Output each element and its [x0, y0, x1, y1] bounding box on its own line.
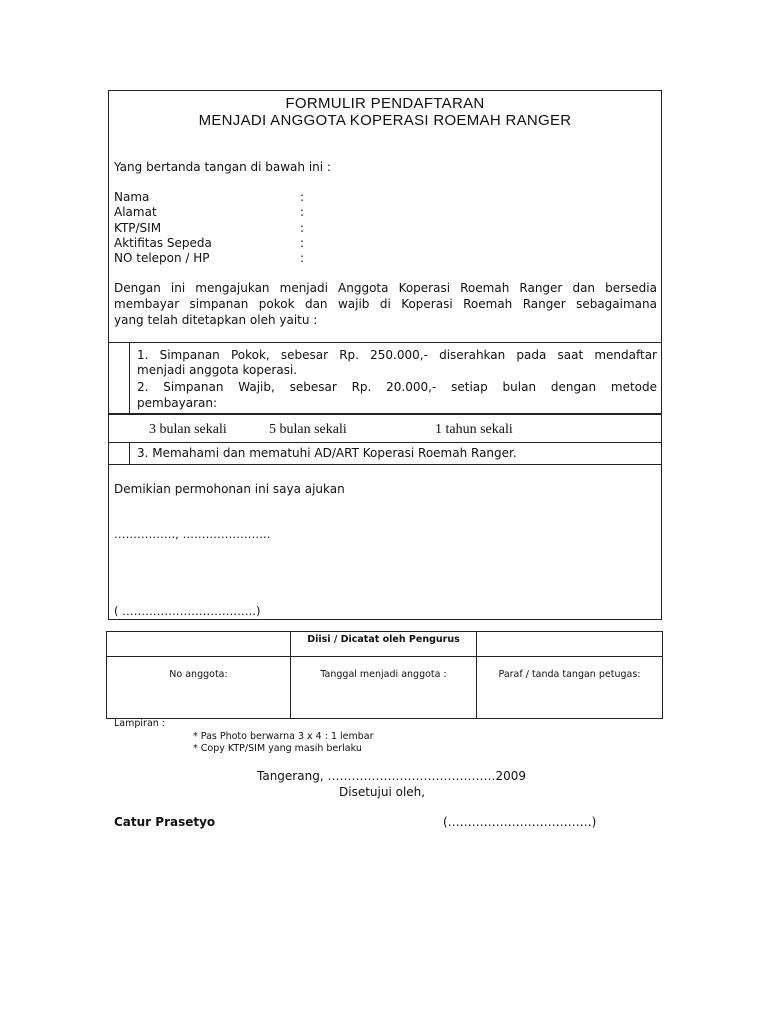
field-row-alamat	[114, 205, 414, 219]
field-colon: :	[300, 251, 305, 265]
term-item2-line1: 2. Simpanan Wajib, sebesar Rp. 20.000,- setiap bulan dengan metode	[137, 380, 657, 394]
closing-box	[108, 465, 662, 620]
field-row-nama	[114, 190, 414, 204]
field-colon: :	[300, 190, 305, 204]
terms-box	[108, 343, 662, 414]
term-item2-line2: pembayaran:	[137, 396, 218, 410]
field-label: NO telepon / HP	[114, 251, 210, 265]
payment-option-1-tahun[interactable]: 1 tahun sekali	[435, 422, 513, 437]
form-title-line1: FORMULIR PENDAFTARAN	[285, 95, 485, 112]
field-colon: :	[300, 205, 305, 219]
payment-option-5-bulan[interactable]: 5 bulan sekali	[269, 422, 347, 437]
statement-line2: membayar simpanan pokok dan wajib di Koperasi Roemah Ranger sebagaimana	[114, 297, 657, 311]
office-header-empty-right	[477, 632, 663, 657]
approval-name: Catur Prasetyo	[114, 815, 216, 829]
closing-signature: ( ……………………………..)	[114, 604, 261, 618]
field-label: Nama	[114, 190, 150, 204]
statement-line3: yang telah ditetapkan oleh yaitu :	[114, 313, 318, 327]
office-header: Diisi / Dicatat oleh Pengurus	[291, 632, 477, 657]
field-row-aktifitas	[114, 236, 414, 250]
office-header-empty-left	[107, 632, 291, 657]
form-box	[108, 90, 662, 343]
term-item3-row	[108, 443, 662, 465]
approval-place-date: Tangerang, ……………………………………2009	[257, 769, 526, 783]
field-colon: :	[300, 221, 305, 235]
office-paraf: Paraf / tanda tangan petugas:	[477, 657, 663, 719]
lampiran-item-photo: * Pas Photo berwarna 3 x 4 : 1 lembar	[193, 731, 374, 742]
payment-option-3-bulan[interactable]: 3 bulan sekali	[149, 422, 227, 437]
field-colon: :	[300, 236, 305, 250]
field-label: KTP/SIM	[114, 221, 162, 235]
office-use-table	[106, 631, 663, 719]
office-no-anggota: No anggota:	[107, 657, 291, 719]
field-label: Aktifitas Sepeda	[114, 236, 212, 250]
approval-signature: (………………………………)	[443, 815, 597, 829]
payment-options-row	[108, 414, 662, 443]
statement-line1: Dengan ini mengajukan menjadi Anggota Koperasi Roemah Ranger dan bersedia	[114, 281, 657, 295]
form-intro: Yang bertanda tangan di bawah ini :	[114, 160, 331, 174]
term-item1-line2: menjadi anggota koperasi.	[137, 363, 298, 377]
approval-approved-by: Disetujui oleh,	[339, 785, 426, 799]
term-item3: 3. Memahami dan mematuhi AD/ART Koperasi Roemah Ranger.	[137, 446, 517, 460]
form-title-line2: MENJADI ANGGOTA KOPERASI ROEMAH RANGER	[198, 112, 572, 129]
term-item1-line1: 1. Simpanan Pokok, sebesar Rp. 250.000,- diserahkan pada saat mendaftar	[137, 348, 657, 362]
field-row-telepon	[114, 251, 414, 265]
field-row-ktp	[114, 221, 414, 235]
office-tanggal: Tanggal menjadi anggota :	[291, 657, 477, 719]
field-label: Alamat	[114, 205, 157, 219]
closing-text: Demikian permohonan ini saya ajukan	[114, 482, 345, 496]
lampiran-label: Lampiran :	[114, 718, 166, 729]
closing-place-date: ……………., …………………..	[114, 527, 271, 541]
lampiran-item-ktp: * Copy KTP/SIM yang masih berlaku	[193, 743, 362, 754]
